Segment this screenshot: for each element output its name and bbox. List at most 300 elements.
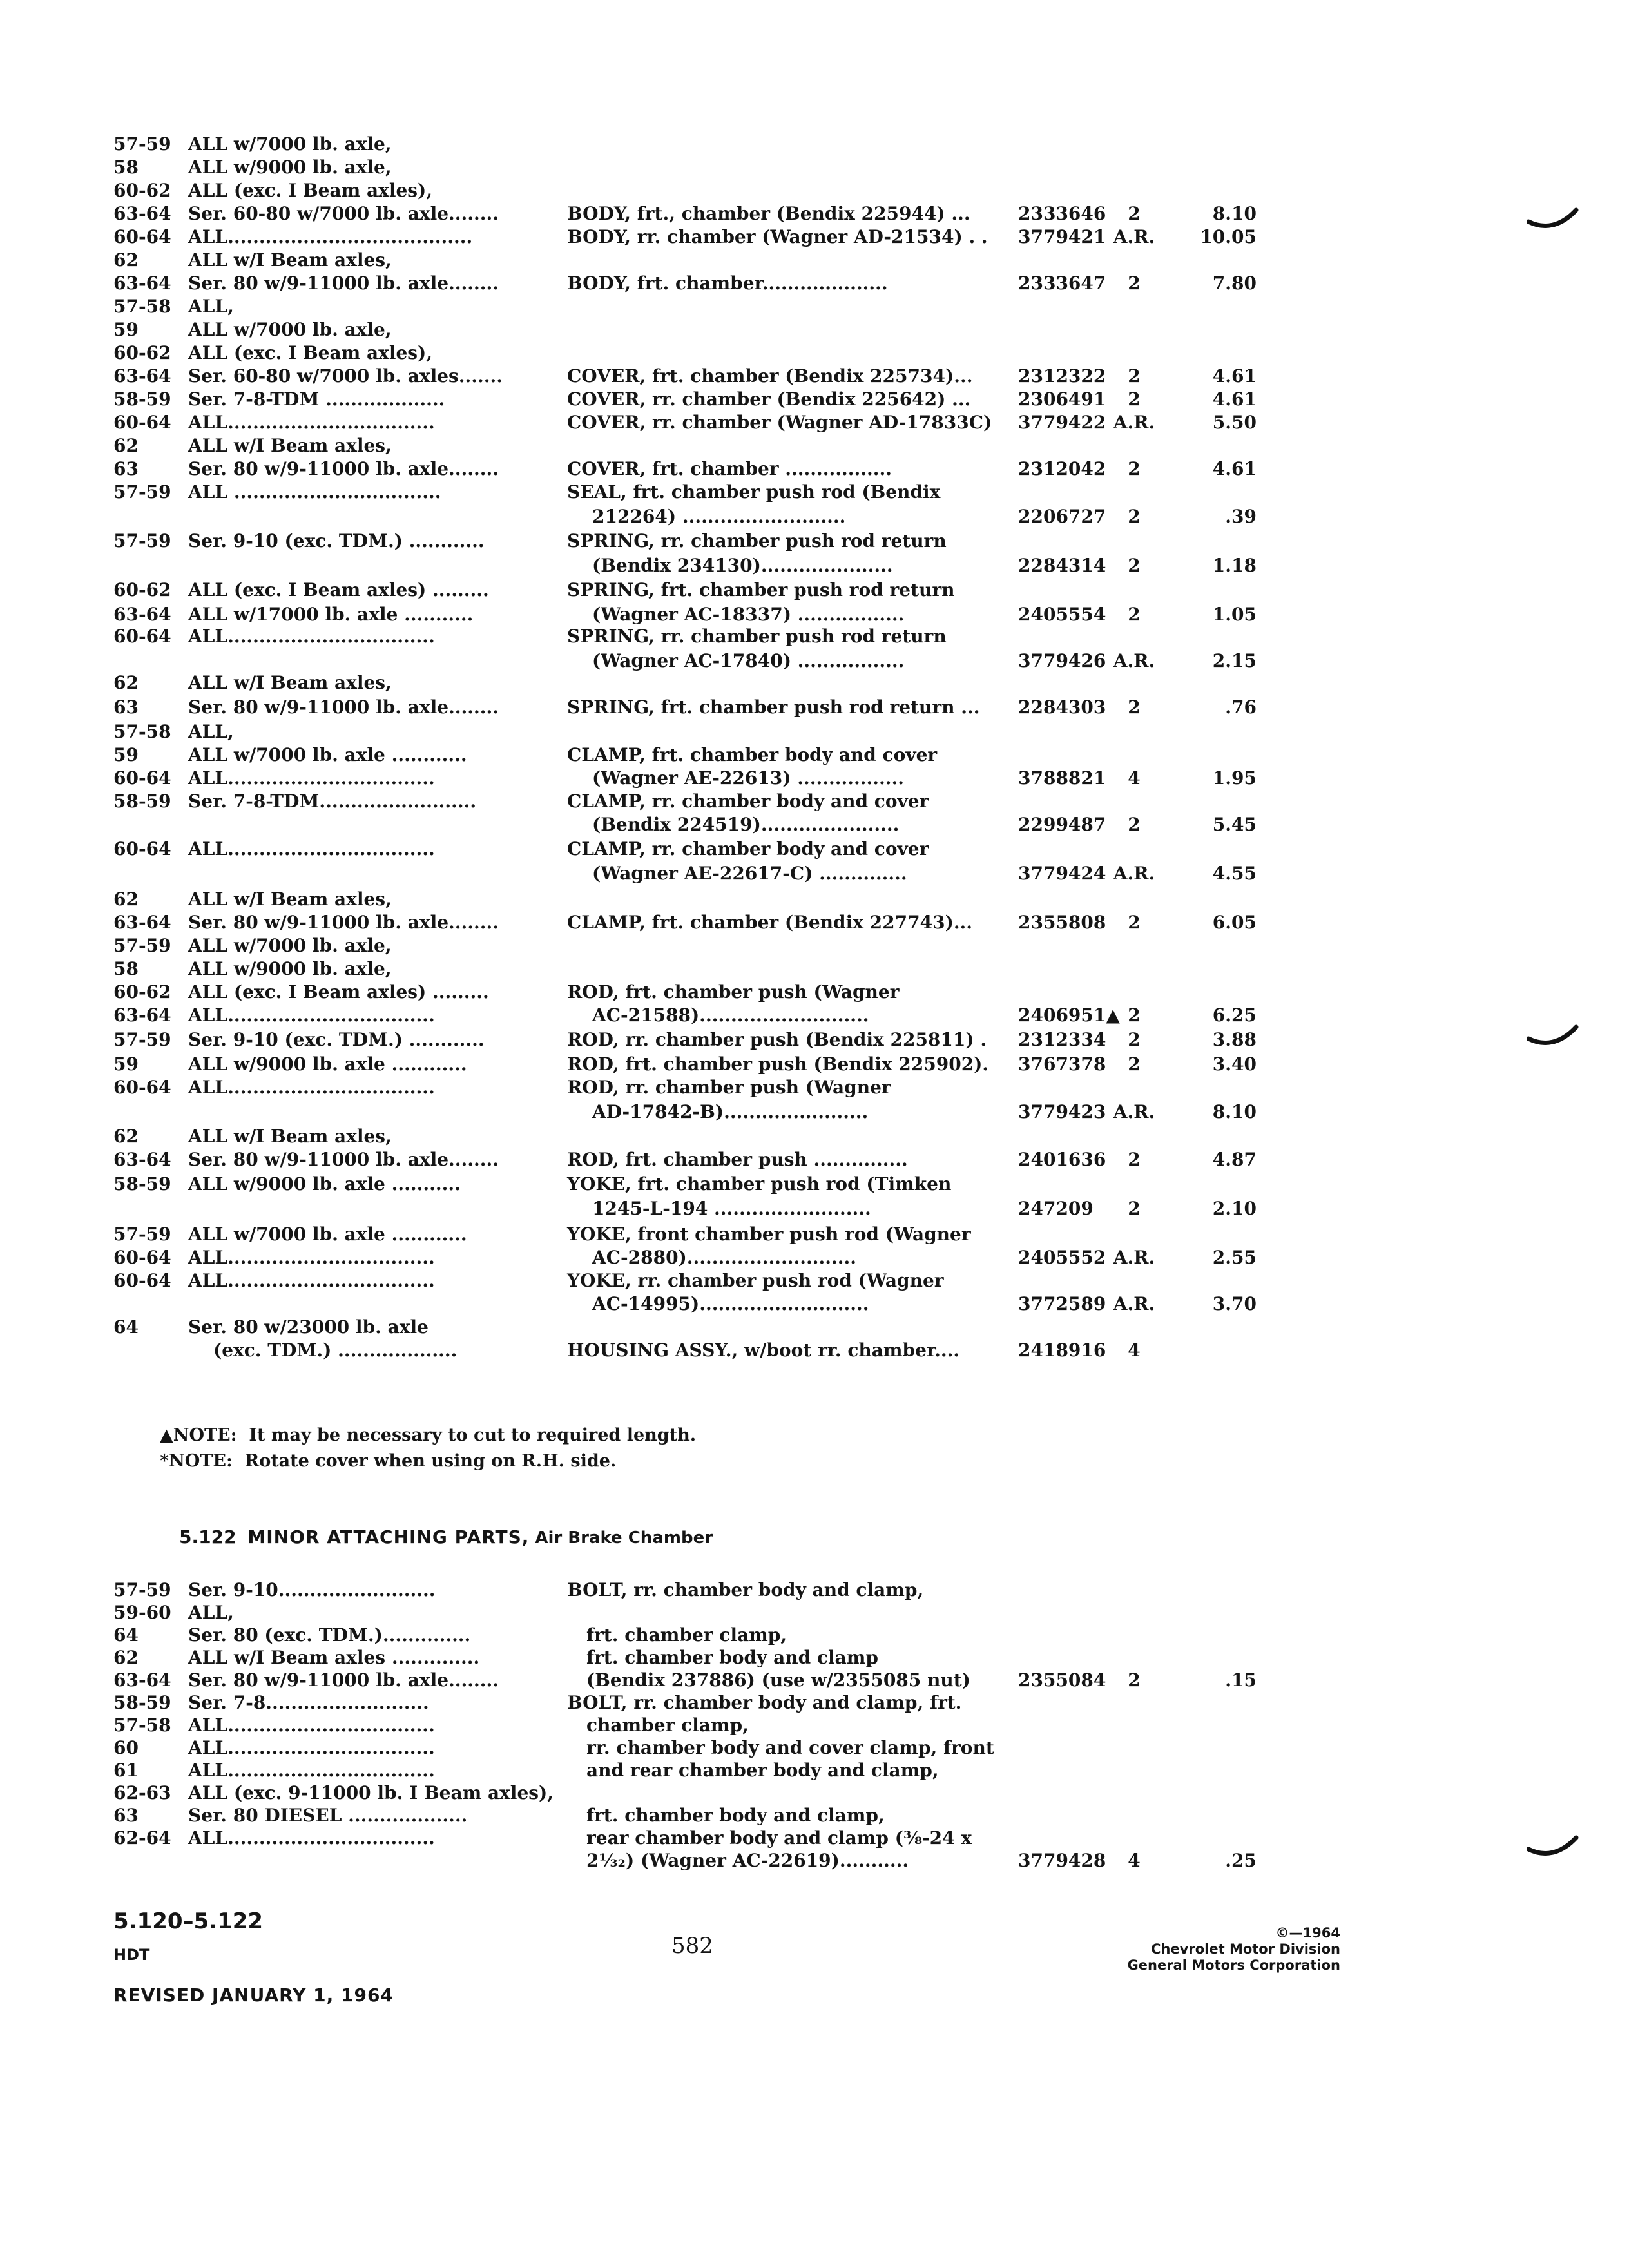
table-row (0, 340, 1629, 366)
price-cell: 4.55 (1212, 863, 1257, 884)
quantity-cell: A.R. (1113, 412, 1155, 433)
application-cell: ALL................................. (188, 1077, 435, 1098)
price-cell: 7.80 (1212, 273, 1257, 294)
part-number-cell: 3779428 (1018, 1850, 1106, 1871)
year-cell: 61 (113, 1760, 139, 1781)
description-cell: ROD, frt. chamber push ............... (567, 1149, 908, 1170)
year-cell: 63-64 (113, 203, 171, 224)
application-cell: Ser. 60-80 w/7000 lb. axles....... (188, 365, 503, 387)
part-number-cell: 3767378 (1018, 1053, 1106, 1075)
application-cell: ALL w/9000 lb. axle ........... (188, 1173, 461, 1195)
part-number-cell: 3779426 (1018, 650, 1106, 671)
quantity-cell: A.R. (1113, 650, 1155, 671)
year-cell: 57-59 (113, 133, 171, 155)
description-cell: chamber clamp, (586, 1715, 749, 1736)
application-cell: Ser. 80 w/9-11000 lb. axle........ (188, 1149, 499, 1170)
quantity-cell: 2 (1128, 1004, 1141, 1026)
table-row (0, 433, 1629, 459)
application-cell: ALL................................. (188, 1247, 435, 1268)
description-cell: frt. chamber clamp, (586, 1624, 787, 1646)
quantity-cell: 2 (1128, 1149, 1141, 1170)
application-cell: Ser. 7-8-TDM......................... (188, 791, 477, 812)
quantity-cell: 2 (1128, 506, 1141, 527)
table-row (0, 363, 1629, 389)
application-cell: Ser. 9-10 (exc. TDM.) ............ (188, 1029, 485, 1050)
description-cell: AD-17842-B)....................... (567, 1101, 869, 1122)
table-row (0, 131, 1629, 157)
price-cell: 2.15 (1212, 650, 1257, 671)
part-number-cell: 2418916 (1018, 1340, 1106, 1361)
year-cell: 62 (113, 672, 139, 693)
table-row (0, 317, 1629, 343)
description-cell: CLAMP, frt. chamber (Bendix 227743)... (567, 912, 973, 933)
table-row (0, 155, 1629, 180)
table-row (0, 387, 1629, 412)
table-row (0, 1713, 1629, 1738)
table-row (0, 670, 1629, 696)
quantity-cell: A.R. (1113, 1247, 1155, 1268)
application-cell: ALL, (188, 1602, 234, 1623)
part-number-cell: 2299487 (1018, 814, 1106, 835)
quantity-cell: 4 (1128, 1340, 1141, 1361)
part-number-cell: 3779424 (1018, 863, 1106, 884)
year-cell: 60-64 (113, 626, 171, 647)
application-cell: ALL w/7000 lb. axle, (188, 935, 392, 956)
part-number-cell: 2333646 (1018, 203, 1106, 224)
table-row (0, 887, 1629, 912)
table-row (0, 410, 1629, 436)
part-number-cell: 2284303 (1018, 697, 1106, 718)
part-number-cell: 247209 (1018, 1198, 1094, 1219)
year-cell: 57-59 (113, 1579, 171, 1600)
year-cell: 62 (113, 1126, 139, 1147)
table-row (0, 1245, 1629, 1271)
table-row (0, 294, 1629, 320)
application-cell: ALL ................................. (188, 481, 441, 503)
quantity-cell: 2 (1128, 1029, 1141, 1050)
year-cell: 62 (113, 1647, 139, 1668)
description-cell: YOKE, frt. chamber push rod (Timken (567, 1173, 952, 1195)
year-cell: 63-64 (113, 273, 171, 294)
margin-tick-mark (1527, 207, 1579, 233)
application-cell: ALL w/7000 lb. axle ............ (188, 744, 467, 765)
price-cell: 5.50 (1212, 412, 1257, 433)
part-number-cell: 2406951▲ (1018, 1004, 1120, 1026)
description-cell: AC-2880)........................... (567, 1247, 856, 1268)
table-row (0, 1124, 1629, 1149)
price-cell: 5.45 (1212, 814, 1257, 835)
description-cell: AC-21588)........................... (567, 1004, 869, 1026)
table-row (0, 1645, 1629, 1671)
application-cell: ALL w/I Beam axles, (188, 672, 392, 693)
table-row (0, 1222, 1629, 1247)
year-cell: 63-64 (113, 1669, 171, 1691)
year-cell: 58 (113, 157, 139, 178)
table-row (0, 1577, 1629, 1603)
application-cell: ALL (exc. I Beam axles) ......... (188, 579, 489, 601)
year-cell: 60-62 (113, 981, 171, 1003)
year-cell: 58-59 (113, 791, 171, 812)
year-cell: 63-64 (113, 1149, 171, 1170)
description-cell: frt. chamber body and clamp (586, 1647, 879, 1668)
application-cell: Ser. 9-10 (exc. TDM.) ............ (188, 530, 485, 552)
quantity-cell: 2 (1128, 814, 1141, 835)
year-cell: 62 (113, 889, 139, 910)
description-cell: (Bendix 234130)..................... (567, 555, 893, 576)
table-row (0, 504, 1629, 530)
application-cell: Ser. 80 w/9-11000 lb. axle........ (188, 1669, 499, 1691)
part-number-cell: 2333647 (1018, 273, 1106, 294)
part-number-cell: 3779423 (1018, 1101, 1106, 1122)
year-cell: 60-64 (113, 226, 171, 247)
quantity-cell: 2 (1128, 912, 1141, 933)
copyright-line: Chevrolet Motor Division (1151, 1941, 1340, 1957)
application-cell: Ser. 7-8-TDM ................... (188, 389, 445, 410)
description-cell: rear chamber body and clamp (⅜-24 x (586, 1827, 972, 1849)
table-row (0, 956, 1629, 982)
quantity-cell: 2 (1128, 1053, 1141, 1075)
quantity-cell: 2 (1128, 697, 1141, 718)
table-row (0, 1147, 1629, 1173)
margin-tick-mark (1527, 1835, 1579, 1861)
application-cell: ALL (exc. I Beam axles) ......... (188, 981, 489, 1003)
application-cell: Ser. 60-80 w/7000 lb. axle........ (188, 203, 499, 224)
description-cell: BODY, frt. chamber.................... (567, 273, 888, 294)
application-cell: ALL, (188, 296, 234, 317)
table-row (0, 1825, 1629, 1851)
price-cell: 4.61 (1212, 365, 1257, 387)
note-cut-length: ▲NOTE: It may be necessary to cut to required length. (160, 1425, 697, 1445)
price-cell: 10.05 (1200, 226, 1257, 247)
year-cell: 57-59 (113, 530, 171, 552)
quantity-cell: 2 (1128, 1669, 1141, 1691)
description-cell: (Wagner AC-17840) ................. (567, 650, 905, 671)
application-cell: Ser. 80 (exc. TDM.).............. (188, 1624, 471, 1646)
table-row (0, 224, 1629, 250)
table-row (0, 1600, 1629, 1626)
year-cell: 63-64 (113, 604, 171, 625)
year-cell: 60-62 (113, 342, 171, 363)
year-cell: 59 (113, 319, 139, 340)
application-cell: ALL w/I Beam axles, (188, 889, 392, 910)
price-cell: 4.87 (1212, 1149, 1257, 1170)
table-row (0, 1780, 1629, 1806)
part-number-cell: 2312322 (1018, 365, 1106, 387)
part-number-cell: 3779422 (1018, 412, 1106, 433)
table-row (0, 271, 1629, 296)
year-cell: 58-59 (113, 1173, 171, 1195)
year-cell: 60-64 (113, 412, 171, 433)
description-cell: (Bendix 224519)...................... (567, 814, 900, 835)
table-row (0, 624, 1629, 649)
table-row (0, 456, 1629, 482)
description-cell: frt. chamber body and clamp, (586, 1805, 885, 1826)
application-cell: ALL................................. (188, 1715, 435, 1736)
description-cell: AC-14995)........................... (567, 1293, 869, 1314)
year-cell: 60-64 (113, 1077, 171, 1098)
year-cell: 64 (113, 1624, 139, 1646)
application-cell: ALL................................. (188, 412, 435, 433)
application-cell: (exc. TDM.) ................... (188, 1340, 458, 1361)
table-row (0, 479, 1629, 505)
quantity-cell: A.R. (1113, 226, 1155, 247)
part-number-cell: 2284314 (1018, 555, 1106, 576)
description-cell: ROD, frt. chamber push (Wagner (567, 981, 900, 1003)
year-cell: 64 (113, 1316, 139, 1338)
table-row (0, 201, 1629, 227)
application-cell: ALL w/9000 lb. axle, (188, 958, 392, 979)
price-cell: 2.10 (1212, 1198, 1257, 1219)
application-cell: Ser. 80 DIESEL ................... (188, 1805, 468, 1826)
table-row (0, 695, 1629, 720)
quantity-cell: A.R. (1113, 863, 1155, 884)
application-cell: ALL (exc. 9-11000 lb. I Beam axles), (188, 1782, 554, 1803)
copyright-line: ©—1964 (1275, 1925, 1340, 1941)
price-cell: .39 (1225, 506, 1257, 527)
description-cell: (Bendix 237886) (use w/2355085 nut) (586, 1669, 970, 1691)
table-row (0, 1171, 1629, 1197)
description-cell: SPRING, rr. chamber push rod return (567, 530, 947, 552)
description-cell: COVER, frt. chamber ................. (567, 458, 892, 479)
part-number-cell: 3772589 (1018, 1293, 1106, 1314)
year-cell: 59-60 (113, 1602, 171, 1623)
price-cell: 1.95 (1212, 767, 1257, 789)
year-cell: 60 (113, 1737, 139, 1758)
year-cell: 63-64 (113, 912, 171, 933)
description-cell: CLAMP, frt. chamber body and cover (567, 744, 938, 765)
price-cell: .76 (1225, 697, 1257, 718)
application-cell: ALL w/9000 lb. axle, (188, 157, 392, 178)
year-cell: 57-59 (113, 1029, 171, 1050)
section-heading (179, 1524, 713, 1551)
year-cell: 57-58 (113, 296, 171, 317)
table-row (0, 765, 1629, 791)
quantity-cell: 2 (1128, 1198, 1141, 1219)
quantity-cell: 2 (1128, 458, 1141, 479)
copyright-block (1031, 1925, 1340, 1974)
price-cell: 1.05 (1212, 604, 1257, 625)
description-cell: 1245-L-194 ......................... (567, 1198, 871, 1219)
application-cell: Ser. 80 w/9-11000 lb. axle........ (188, 273, 499, 294)
price-cell: 6.05 (1212, 912, 1257, 933)
price-cell: 8.10 (1212, 203, 1257, 224)
description-cell: SPRING, frt. chamber push rod return (567, 579, 955, 601)
year-cell: 63 (113, 697, 139, 718)
quantity-cell: 2 (1128, 555, 1141, 576)
application-cell: Ser. 9-10......................... (188, 1579, 436, 1600)
quantity-cell: 2 (1128, 604, 1141, 625)
copyright-line: General Motors Corporation (1127, 1957, 1340, 1973)
table-row (0, 789, 1629, 814)
part-number-cell: 3779421 (1018, 226, 1106, 247)
year-cell: 57-59 (113, 481, 171, 503)
table-row (0, 1196, 1629, 1222)
application-cell: ALL w/I Beam axles .............. (188, 1647, 480, 1668)
table-row (0, 933, 1629, 959)
part-number-cell: 2206727 (1018, 506, 1106, 527)
table-row (0, 719, 1629, 745)
price-cell: 4.61 (1212, 389, 1257, 410)
year-cell: 60-62 (113, 180, 171, 201)
table-row (0, 979, 1629, 1005)
year-cell: 62-63 (113, 1782, 171, 1803)
footer-section-ref: 5.120–5.122 (113, 1908, 264, 1934)
description-cell: YOKE, front chamber push rod (Wagner (567, 1224, 971, 1245)
year-cell: 57-58 (113, 721, 171, 742)
part-number-cell: 2312334 (1018, 1029, 1106, 1050)
description-cell: (Wagner AE-22613) ................. (567, 767, 904, 789)
application-cell: ALL................................. (188, 1760, 435, 1781)
application-cell: ALL (exc. I Beam axles), (188, 342, 433, 363)
quantity-cell: 2 (1128, 365, 1141, 387)
part-number-cell: 2312042 (1018, 458, 1106, 479)
price-cell: 6.25 (1212, 1004, 1257, 1026)
section-number: 5.122 (179, 1526, 236, 1548)
table-row (0, 861, 1629, 887)
year-cell: 63 (113, 458, 139, 479)
quantity-cell: 4 (1128, 767, 1141, 789)
price-cell: 1.18 (1212, 555, 1257, 576)
year-cell: 62 (113, 249, 139, 271)
table-row (0, 1735, 1629, 1761)
table-row (0, 1314, 1629, 1340)
footer-model: HDT (113, 1946, 150, 1964)
price-cell: 3.70 (1212, 1293, 1257, 1314)
application-cell: ALL w/I Beam axles, (188, 435, 392, 456)
year-cell: 60-64 (113, 1270, 171, 1291)
description-cell: BOLT, rr. chamber body and clamp, frt. (567, 1692, 962, 1713)
section-title: MINOR ATTACHING PARTS, (247, 1526, 530, 1548)
application-cell: Ser. 7-8.......................... (188, 1692, 429, 1713)
year-cell: 62-64 (113, 1827, 171, 1849)
quantity-cell: 4 (1128, 1850, 1141, 1871)
year-cell: 60-64 (113, 767, 171, 789)
application-cell: ALL w/17000 lb. axle ........... (188, 604, 474, 625)
description-cell: SPRING, rr. chamber push rod return (567, 626, 947, 647)
part-number-cell: 3788821 (1018, 767, 1106, 789)
price-cell: 4.61 (1212, 458, 1257, 479)
price-cell: 3.40 (1212, 1053, 1257, 1075)
application-cell: ALL w/7000 lb. axle, (188, 319, 392, 340)
quantity-cell: A.R. (1113, 1101, 1155, 1122)
description-cell: BOLT, rr. chamber body and clamp, (567, 1579, 924, 1600)
table-row (0, 910, 1629, 936)
table-row (0, 1848, 1629, 1874)
application-cell: ALL................................. (188, 1004, 435, 1026)
table-row (0, 1667, 1629, 1693)
year-cell: 63-64 (113, 365, 171, 387)
application-cell: Ser. 80 w/9-11000 lb. axle........ (188, 697, 499, 718)
table-row (0, 178, 1629, 204)
description-cell: CLAMP, rr. chamber body and cover (567, 791, 929, 812)
application-cell: ALL................................. (188, 767, 435, 789)
application-cell: ALL w/9000 lb. axle ............ (188, 1053, 467, 1075)
section-subtitle: Air Brake Chamber (535, 1528, 713, 1548)
year-cell: 57-59 (113, 1224, 171, 1245)
description-cell: rr. chamber body and cover clamp, front (586, 1737, 994, 1758)
application-cell: ALL................................. (188, 838, 435, 860)
year-cell: 60-62 (113, 579, 171, 601)
note-rotate-cover: *NOTE: Rotate cover when using on R.H. side. (160, 1451, 617, 1471)
margin-tick-mark (1527, 1024, 1579, 1050)
table-row (0, 1622, 1629, 1648)
table-row (0, 812, 1629, 838)
description-cell: ROD, rr. chamber push (Bendix 225811) . (567, 1029, 987, 1050)
year-cell: 58-59 (113, 1692, 171, 1713)
price-cell: 8.10 (1212, 1101, 1257, 1122)
description-cell: BODY, frt., chamber (Bendix 225944) ... (567, 203, 970, 224)
year-cell: 59 (113, 1053, 139, 1075)
price-cell: .25 (1225, 1850, 1257, 1871)
description-cell: HOUSING ASSY., w/boot rr. chamber.... (567, 1340, 960, 1361)
table-row (0, 1338, 1629, 1363)
description-cell: COVER, rr. chamber (Wagner AD-17833C) (567, 412, 992, 433)
table-row (0, 1803, 1629, 1829)
table-row (0, 1690, 1629, 1716)
application-cell: ALL (exc. I Beam axles), (188, 180, 433, 201)
year-cell: 58 (113, 958, 139, 979)
description-cell: SPRING, frt. chamber push rod return ... (567, 697, 980, 718)
description-cell: (Wagner AC-18337) ................. (567, 604, 905, 625)
application-cell: ALL w/I Beam axles, (188, 1126, 392, 1147)
description-cell: YOKE, rr. chamber push rod (Wagner (567, 1270, 944, 1291)
table-row (0, 1291, 1629, 1317)
description-cell: SEAL, frt. chamber push rod (Bendix (567, 481, 941, 503)
price-cell: .15 (1225, 1669, 1257, 1691)
year-cell: 60-64 (113, 1247, 171, 1268)
description-cell: 2¹⁄₃₂) (Wagner AC-22619)........... (586, 1850, 909, 1871)
description-cell: BODY, rr. chamber (Wagner AD-21534) . . (567, 226, 988, 247)
quantity-cell: A.R. (1113, 1293, 1155, 1314)
page-number: 582 (671, 1933, 713, 1959)
year-cell: 63-64 (113, 1004, 171, 1026)
part-number-cell: 2401636 (1018, 1149, 1106, 1170)
price-cell: 3.88 (1212, 1029, 1257, 1050)
description-cell: COVER, rr. chamber (Bendix 225642) ... (567, 389, 971, 410)
application-cell: ALL, (188, 721, 234, 742)
application-cell: ALL................................. (188, 626, 435, 647)
description-cell: (Wagner AE-22617-C) .............. (567, 863, 907, 884)
application-cell: ALL................................. (188, 1270, 435, 1291)
description-cell: CLAMP, rr. chamber body and cover (567, 838, 929, 860)
application-cell: ALL w/7000 lb. axle, (188, 133, 392, 155)
application-cell: Ser. 80 w/9-11000 lb. axle........ (188, 458, 499, 479)
year-cell: 57-58 (113, 1715, 171, 1736)
footer-revised-date: REVISED JANUARY 1, 1964 (113, 1984, 394, 2006)
description-cell: 212264) .......................... (567, 506, 846, 527)
quantity-cell: 2 (1128, 203, 1141, 224)
year-cell: 62 (113, 435, 139, 456)
application-cell: ALL w/I Beam axles, (188, 249, 392, 271)
application-cell: Ser. 80 w/9-11000 lb. axle........ (188, 912, 499, 933)
table-row (0, 577, 1629, 603)
table-row (0, 1758, 1629, 1783)
part-number-cell: 2306491 (1018, 389, 1106, 410)
part-number-cell: 2355084 (1018, 1669, 1106, 1691)
application-cell: ALL................................. (188, 1737, 435, 1758)
price-cell: 2.55 (1212, 1247, 1257, 1268)
table-row (0, 742, 1629, 768)
table-row (0, 553, 1629, 579)
quantity-cell: 2 (1128, 273, 1141, 294)
year-cell: 63 (113, 1805, 139, 1826)
part-number-cell: 2405552 (1018, 1247, 1106, 1268)
application-cell: ALL w/7000 lb. axle ............ (188, 1224, 467, 1245)
quantity-cell: 2 (1128, 389, 1141, 410)
application-cell: ALL................................. (188, 1827, 435, 1849)
description-cell: and rear chamber body and clamp, (586, 1760, 939, 1781)
year-cell: 57-59 (113, 935, 171, 956)
